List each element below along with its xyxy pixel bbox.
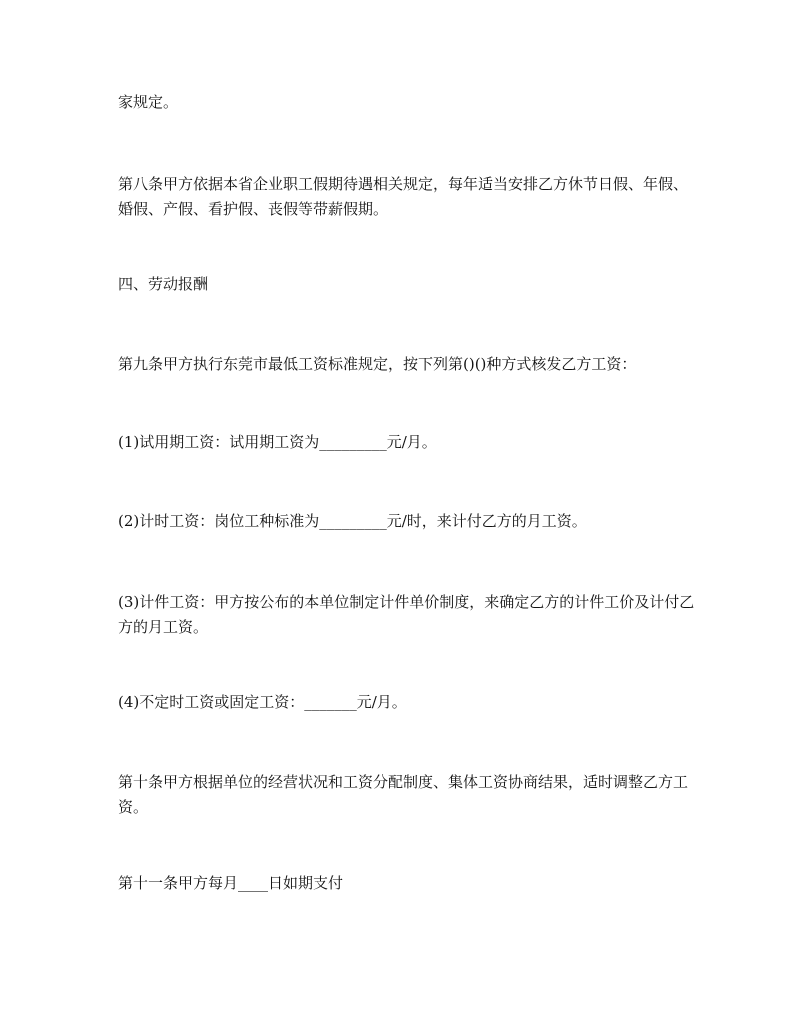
paragraph-continuation: 家规定。 bbox=[118, 93, 179, 111]
paragraph-article-11: 第十一条甲方每月____日如期支付 bbox=[118, 874, 344, 892]
paragraph-hourly-wage: (2)计时工资：岗位工种标准为_________元/时，来计付乙方的月工资。 bbox=[118, 512, 587, 530]
paragraph-article-9: 第九条甲方执行东莞市最低工资标准规定，按下列第()()种方式核发乙方工资： bbox=[118, 355, 637, 373]
paragraph-piecework-wage: (3)计件工资：甲方按公布的本单位制定计件单价制度，来确定乙方的计件工价及计付乙方的月工资。 bbox=[118, 593, 695, 636]
paragraph-probation-wage: (1)试用期工资：试用期工资为_________元/月。 bbox=[118, 433, 437, 451]
paragraph-article-8: 第八条甲方依据本省企业职工假期待遇相关规定，每年适当安排乙方休节日假、年假、婚假、产假、看护假、丧假等带薪假期。 bbox=[118, 175, 689, 218]
paragraph-article-10: 第十条甲方根据单位的经营状况和工资分配制度、集体工资协商结果，适时调整乙方工资。 bbox=[118, 773, 689, 816]
paragraph-fixed-wage: (4)不定时工资或固定工资：_______元/月。 bbox=[118, 693, 407, 711]
section-heading-labor-pay: 四、劳动报酬 bbox=[118, 275, 209, 293]
